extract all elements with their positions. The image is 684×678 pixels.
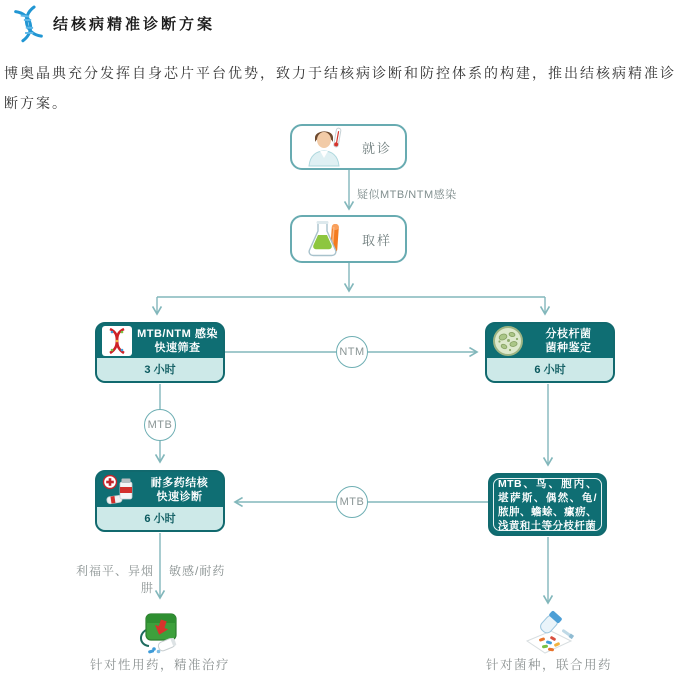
targeted-outcome-label: 针对性用药，精准治疗 [89, 658, 230, 672]
screening-node [95, 322, 225, 383]
sensitivity-label: 敏感/耐药 [169, 564, 226, 578]
dna-chip-icon [102, 326, 132, 356]
medicine-bottles-icon [102, 474, 136, 506]
page-title: 结核病精准诊断方案 [53, 16, 216, 33]
ntm-branch-label: NTM [336, 336, 368, 368]
mdr-title: 耐多药结核 快速诊断 [150, 476, 209, 503]
combined-outcome-label: 针对菌种，联合用药 [485, 658, 612, 672]
pill-bottle-spill-icon [521, 610, 577, 656]
species-list-frame [493, 478, 602, 531]
visit-label: 就诊 [362, 140, 393, 156]
species-id-duration: 6 小时 [487, 358, 613, 381]
bacteria-microscopy-icon [492, 325, 524, 357]
patient-thermometer-icon [304, 127, 346, 167]
mtb-species-branch-label: MTB [336, 486, 368, 518]
flask-sample-icon [304, 219, 346, 259]
screening-duration: 3 小时 [97, 358, 223, 381]
intro-text: 博奥晶典充分发挥自身芯片平台优势，致力于结核病诊断和防控体系的构建，推出结核病精准诊断方案。 [4, 65, 676, 111]
sampling-node [290, 215, 407, 263]
species-id-node [485, 322, 615, 383]
drugs-label: 利福平、异烟肼 [75, 564, 154, 595]
mtb-branch-label: MTB [144, 409, 176, 441]
first-aid-kit-icon [134, 607, 186, 655]
mdr-duration: 6 小时 [97, 507, 223, 530]
species-list-text: MTB、鸟、胞内、堪萨斯、偶然、龟/脓肿、蟾蜍、瘰疬、浅黄和土等分枝杆菌 [498, 477, 597, 532]
sampling-label: 取样 [362, 232, 393, 248]
species-id-title: 分枝杆菌 菌种鉴定 [545, 328, 592, 354]
suspect-edge-label: 疑似MTB/NTM感染 [357, 189, 457, 201]
screening-title: MTB/NTM 感染 快速筛查 [137, 328, 218, 354]
species-list-node [488, 473, 607, 536]
mdr-header [97, 472, 223, 507]
visit-node [290, 124, 407, 170]
screening-header [97, 324, 223, 358]
mdr-node [95, 470, 225, 532]
species-id-header [487, 324, 613, 358]
